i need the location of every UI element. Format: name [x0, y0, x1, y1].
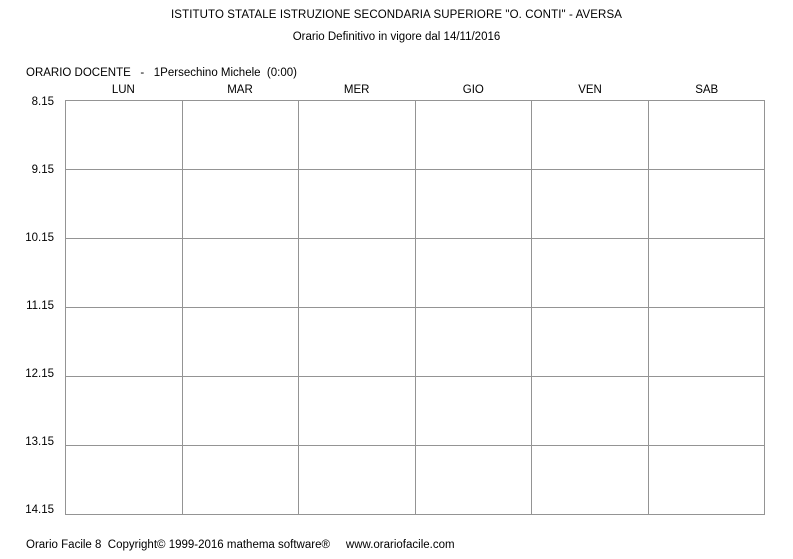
timetable-cell[interactable]	[182, 101, 299, 170]
timetable-cell[interactable]	[66, 170, 183, 239]
day-header-sab: SAB	[695, 84, 719, 96]
time-label-0: 8.15	[31, 96, 54, 108]
timetable-cell[interactable]	[299, 308, 416, 377]
day-header-lun: LUN	[111, 84, 135, 96]
table-row	[66, 170, 765, 239]
timetable-cell[interactable]	[648, 377, 765, 446]
timetable-cell[interactable]	[532, 308, 649, 377]
day-header-gio: GIO	[462, 84, 484, 96]
timetable-cell[interactable]	[66, 239, 183, 308]
timetable-cell[interactable]	[66, 308, 183, 377]
table-row	[66, 446, 765, 515]
time-label-5: 13.15	[25, 436, 54, 448]
timetable-cell[interactable]	[648, 239, 765, 308]
timetable-grid	[65, 100, 765, 508]
table-row	[66, 101, 765, 170]
timetable-cell[interactable]	[299, 446, 416, 515]
timetable-cell[interactable]	[415, 446, 532, 515]
day-header-ven: VEN	[578, 84, 602, 96]
footer-text: Orario Facile 8 Copyright© 1999-2016 mathema software® www.orariofacile.com	[26, 539, 455, 551]
timetable-cell[interactable]	[66, 377, 183, 446]
timetable-cell[interactable]	[299, 170, 416, 239]
timetable-cell[interactable]	[415, 239, 532, 308]
timetable-cell[interactable]	[415, 377, 532, 446]
timetable-cell[interactable]	[415, 170, 532, 239]
timetable-cell[interactable]	[182, 239, 299, 308]
time-label-4: 12.15	[25, 368, 54, 380]
day-header-mar: MAR	[227, 84, 253, 96]
timetable-cell[interactable]	[182, 377, 299, 446]
timetable-cell[interactable]	[299, 377, 416, 446]
timetable-cell[interactable]	[648, 101, 765, 170]
timetable-cell[interactable]	[182, 308, 299, 377]
document-subtitle: Orario Definitivo in vigore dal 14/11/2016	[292, 31, 501, 43]
timetable-table	[65, 100, 765, 515]
timetable-cell[interactable]	[648, 308, 765, 377]
timetable-cell[interactable]	[66, 101, 183, 170]
timetable-cell[interactable]	[182, 170, 299, 239]
timetable-cell[interactable]	[299, 239, 416, 308]
timetable-cell[interactable]	[532, 239, 649, 308]
timetable-cell[interactable]	[532, 170, 649, 239]
timetable-cell[interactable]	[532, 446, 649, 515]
time-axis	[0, 96, 62, 516]
timetable-cell[interactable]	[648, 170, 765, 239]
timetable-cell[interactable]	[532, 377, 649, 446]
day-header-row	[65, 84, 765, 100]
timetable-cell[interactable]	[648, 446, 765, 515]
time-label-2: 10.15	[25, 232, 54, 244]
school-title: ISTITUTO STATALE ISTRUZIONE SECONDARIA SUPERIORE "O. CONTI" - AVERSA	[171, 9, 622, 21]
teacher-schedule-label: ORARIO DOCENTE - 1Persechino Michele (0:00)	[26, 67, 297, 79]
timetable-cell[interactable]	[415, 101, 532, 170]
table-row	[66, 239, 765, 308]
day-header-mer: MER	[343, 84, 370, 96]
timetable-cell[interactable]	[182, 446, 299, 515]
time-label-6: 14.15	[25, 504, 54, 516]
timetable-cell[interactable]	[299, 101, 416, 170]
table-row	[66, 377, 765, 446]
timetable-cell[interactable]	[66, 446, 183, 515]
timetable-cell[interactable]	[415, 308, 532, 377]
table-row	[66, 308, 765, 377]
timetable-cell[interactable]	[532, 101, 649, 170]
time-label-3: 11.15	[26, 300, 54, 312]
time-label-1: 9.15	[31, 164, 54, 176]
